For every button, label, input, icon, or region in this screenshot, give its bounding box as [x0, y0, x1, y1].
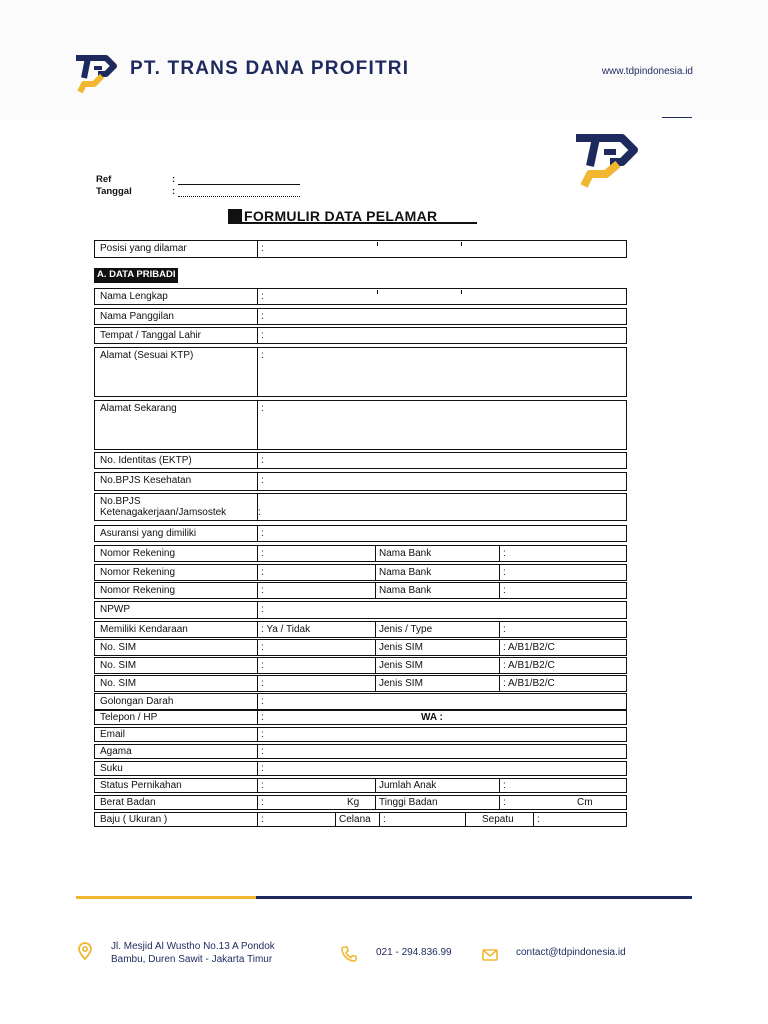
form-title: FORMULIR DATA PELAMAR — [228, 208, 477, 224]
id-number-row[interactable]: No. Identitas (EKTP) : — [94, 452, 627, 469]
bank-account-row-1[interactable]: Nomor Rekening : Nama Bank : — [94, 545, 627, 562]
npwp-row[interactable]: NPWP : — [94, 601, 627, 619]
date-label: Tanggal — [96, 186, 132, 197]
vehicle-row[interactable]: Memiliki Kendaraan : Ya / Tidak Jenis / Type : — [94, 621, 627, 638]
footer-rule-gold — [76, 896, 256, 899]
weight-height-row[interactable]: Berat Badan : Kg Tinggi Badan : Cm — [94, 795, 627, 810]
company-logo-icon — [72, 50, 118, 94]
bpjs-employment-row[interactable]: No.BPJS Ketenagakerjaan/Jamsostek : — [94, 493, 627, 521]
header-rule — [662, 117, 692, 118]
marital-status-row[interactable]: Status Pernikahan : Jumlah Anak : — [94, 778, 627, 793]
ref-field[interactable] — [178, 175, 300, 185]
footer-phone[interactable]: 021 - 294.836.99 — [376, 947, 452, 958]
date-field[interactable] — [178, 187, 300, 197]
company-name: PT. TRANS DANA PROFITRI — [130, 58, 410, 79]
footer-address: Jl. Mesjid Al Wustho No.13 A Pondok Bambu, Duren Sawit - Jakarta Timur — [111, 941, 275, 965]
sim-row-3[interactable]: No. SIM : Jenis SIM : A/B1/B2/C — [94, 675, 627, 692]
address-ktp-row[interactable]: Alamat (Sesuai KTP) : — [94, 347, 627, 397]
insurance-row[interactable]: Asuransi yang dimiliki : — [94, 525, 627, 542]
sim-row-2[interactable]: No. SIM : Jenis SIM : A/B1/B2/C — [94, 657, 627, 674]
section-a-heading: A. DATA PRIBADI — [94, 268, 178, 283]
footer-rule-navy — [256, 896, 692, 899]
email-row[interactable]: Email : — [94, 727, 627, 742]
bpjs-health-row[interactable]: No.BPJS Kesehatan : — [94, 472, 627, 491]
location-pin-icon — [76, 942, 94, 960]
footer-email[interactable]: contact@tdpindonesia.id — [516, 947, 626, 958]
ref-label: Ref — [96, 174, 112, 185]
blood-type-row[interactable]: Golongan Darah : — [94, 693, 627, 710]
website-link[interactable]: www.tdpindonesia.id — [601, 66, 693, 77]
clothing-size-row[interactable]: Baju ( Ukuran ) : Celana : Sepatu : — [94, 812, 627, 827]
current-address-row[interactable]: Alamat Sekarang : — [94, 400, 627, 450]
bank-account-row-3[interactable]: Nomor Rekening : Nama Bank : — [94, 582, 627, 599]
bank-account-row-2[interactable]: Nomor Rekening : Nama Bank : — [94, 564, 627, 581]
company-logo-large-icon — [572, 126, 642, 188]
sim-row-1[interactable]: No. SIM : Jenis SIM : A/B1/B2/C — [94, 639, 627, 656]
phone-icon — [340, 945, 358, 963]
full-name-row[interactable]: Nama Lengkap : — [94, 288, 627, 305]
position-row[interactable]: Posisi yang dilamar : — [94, 240, 627, 258]
letterhead — [0, 0, 768, 120]
ref-block: Ref : Tanggal : — [96, 173, 300, 197]
email-icon — [481, 946, 499, 964]
nickname-row[interactable]: Nama Panggilan : — [94, 308, 627, 325]
birth-row[interactable]: Tempat / Tanggal Lahir : — [94, 327, 627, 344]
phone-row[interactable]: Telepon / HP : WA : — [94, 710, 627, 725]
religion-row[interactable]: Agama : — [94, 744, 627, 759]
ethnicity-row[interactable]: Suku : — [94, 761, 627, 776]
